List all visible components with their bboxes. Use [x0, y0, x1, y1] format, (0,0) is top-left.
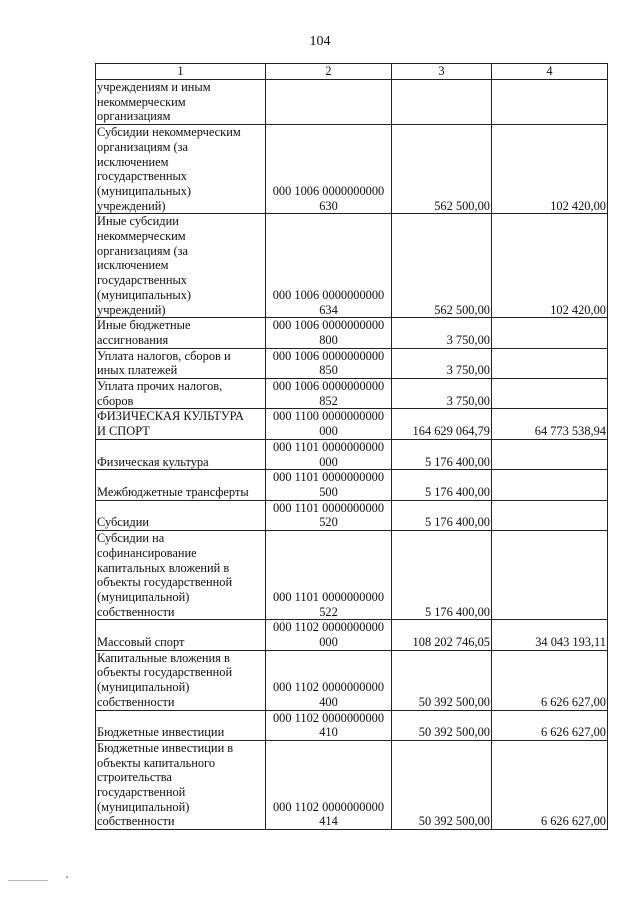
- row-code-cell: 000 1006 0000000000 850: [266, 348, 392, 378]
- row-code-cell: 000 1102 0000000000 414: [266, 740, 392, 829]
- table-row: [96, 531, 608, 620]
- row-name-cell: Иные бюджетные ассигнования: [96, 318, 266, 348]
- table-row: [96, 379, 608, 409]
- row-code-cell: 000 1102 0000000000 400: [266, 650, 392, 710]
- row-name-cell: Уплата налогов, сборов и иных платежей: [96, 348, 266, 378]
- row-value-col4-cell: [492, 531, 608, 620]
- row-name-cell: Иные субсидии некоммерческим организациям (за исключением государственных (муниципальных) учреждений): [96, 214, 266, 318]
- table-row: [96, 470, 608, 500]
- row-code-cell: 000 1102 0000000000 410: [266, 710, 392, 740]
- table-row: [96, 409, 608, 439]
- table-header-row: [96, 64, 608, 80]
- table-row: [96, 620, 608, 650]
- row-code-cell: 000 1100 0000000000 000: [266, 409, 392, 439]
- row-value-col3-cell: [392, 80, 492, 125]
- row-name-cell: Бюджетные инвестиции в объекты капитального строительства государственной (муниципальной) собственности: [96, 740, 266, 829]
- row-name-cell: Субсидии некоммерческим организациям (за исключением государственных (муниципальных) учреждений): [96, 125, 266, 214]
- row-code-cell: 000 1006 0000000000 852: [266, 379, 392, 409]
- row-code-cell: [266, 80, 392, 125]
- budget-table: [95, 63, 608, 830]
- column-header-4: 4: [492, 64, 608, 80]
- row-value-col3-cell: 562 500,00: [392, 214, 492, 318]
- footer-dot: [66, 876, 68, 878]
- row-value-col3-cell: 3 750,00: [392, 379, 492, 409]
- row-code-cell: 000 1102 0000000000 000: [266, 620, 392, 650]
- table-row: [96, 214, 608, 318]
- row-value-col3-cell: 108 202 746,05: [392, 620, 492, 650]
- column-header-1: 1: [96, 64, 266, 80]
- row-value-col3-cell: 3 750,00: [392, 318, 492, 348]
- column-header-3: 3: [392, 64, 492, 80]
- row-name-cell: Субсидии: [96, 500, 266, 530]
- row-code-cell: 000 1101 0000000000 520: [266, 500, 392, 530]
- row-value-col4-cell: 6 626 627,00: [492, 650, 608, 710]
- row-value-col3-cell: 50 392 500,00: [392, 650, 492, 710]
- row-code-cell: 000 1101 0000000000 000: [266, 439, 392, 469]
- row-value-col4-cell: [492, 470, 608, 500]
- row-code-cell: 000 1101 0000000000 500: [266, 470, 392, 500]
- table-row: [96, 710, 608, 740]
- row-code-cell: 000 1006 0000000000 630: [266, 125, 392, 214]
- row-name-cell: Массовый спорт: [96, 620, 266, 650]
- column-header-2: 2: [266, 64, 392, 80]
- row-code-cell: 000 1006 0000000000 800: [266, 318, 392, 348]
- table-row: [96, 318, 608, 348]
- row-code-cell: 000 1101 0000000000 522: [266, 531, 392, 620]
- page-number: 104: [309, 34, 331, 49]
- table-row: [96, 740, 608, 829]
- row-name-cell: Капитальные вложения в объекты государственной (муниципальной) собственности: [96, 650, 266, 710]
- row-value-col3-cell: 5 176 400,00: [392, 439, 492, 469]
- row-name-cell: Субсидии на софинансирование капитальных вложений в объекты государственной (муниципальной) собственности: [96, 531, 266, 620]
- row-value-col4-cell: 34 043 193,11: [492, 620, 608, 650]
- row-code-cell: 000 1006 0000000000 634: [266, 214, 392, 318]
- row-name-cell: Физическая культура: [96, 439, 266, 469]
- row-value-col4-cell: [492, 348, 608, 378]
- row-value-col4-cell: 64 773 538,94: [492, 409, 608, 439]
- row-name-cell: ФИЗИЧЕСКАЯ КУЛЬТУРА И СПОРТ: [96, 409, 266, 439]
- row-value-col4-cell: 102 420,00: [492, 214, 608, 318]
- row-name-cell: учреждениям и иным некоммерческим организациям: [96, 80, 266, 125]
- row-value-col3-cell: 5 176 400,00: [392, 470, 492, 500]
- row-value-col4-cell: 102 420,00: [492, 125, 608, 214]
- table-row: [96, 125, 608, 214]
- row-value-col4-cell: [492, 500, 608, 530]
- row-value-col3-cell: 3 750,00: [392, 348, 492, 378]
- row-name-cell: Уплата прочих налогов, сборов: [96, 379, 266, 409]
- row-value-col3-cell: 5 176 400,00: [392, 500, 492, 530]
- row-value-col3-cell: 50 392 500,00: [392, 740, 492, 829]
- row-name-cell: Межбюджетные трансферты: [96, 470, 266, 500]
- row-name-cell: Бюджетные инвестиции: [96, 710, 266, 740]
- row-value-col3-cell: 562 500,00: [392, 125, 492, 214]
- table-row: [96, 500, 608, 530]
- row-value-col4-cell: [492, 318, 608, 348]
- table-row: [96, 439, 608, 469]
- table-row: [96, 80, 608, 125]
- row-value-col3-cell: 164 629 064,79: [392, 409, 492, 439]
- row-value-col4-cell: [492, 439, 608, 469]
- row-value-col3-cell: 5 176 400,00: [392, 531, 492, 620]
- row-value-col4-cell: [492, 379, 608, 409]
- row-value-col3-cell: 50 392 500,00: [392, 710, 492, 740]
- footer-divider: [8, 880, 48, 881]
- row-value-col4-cell: [492, 80, 608, 125]
- row-value-col4-cell: 6 626 627,00: [492, 710, 608, 740]
- budget-table-body: [96, 80, 608, 830]
- table-row: [96, 650, 608, 710]
- row-value-col4-cell: 6 626 627,00: [492, 740, 608, 829]
- table-row: [96, 348, 608, 378]
